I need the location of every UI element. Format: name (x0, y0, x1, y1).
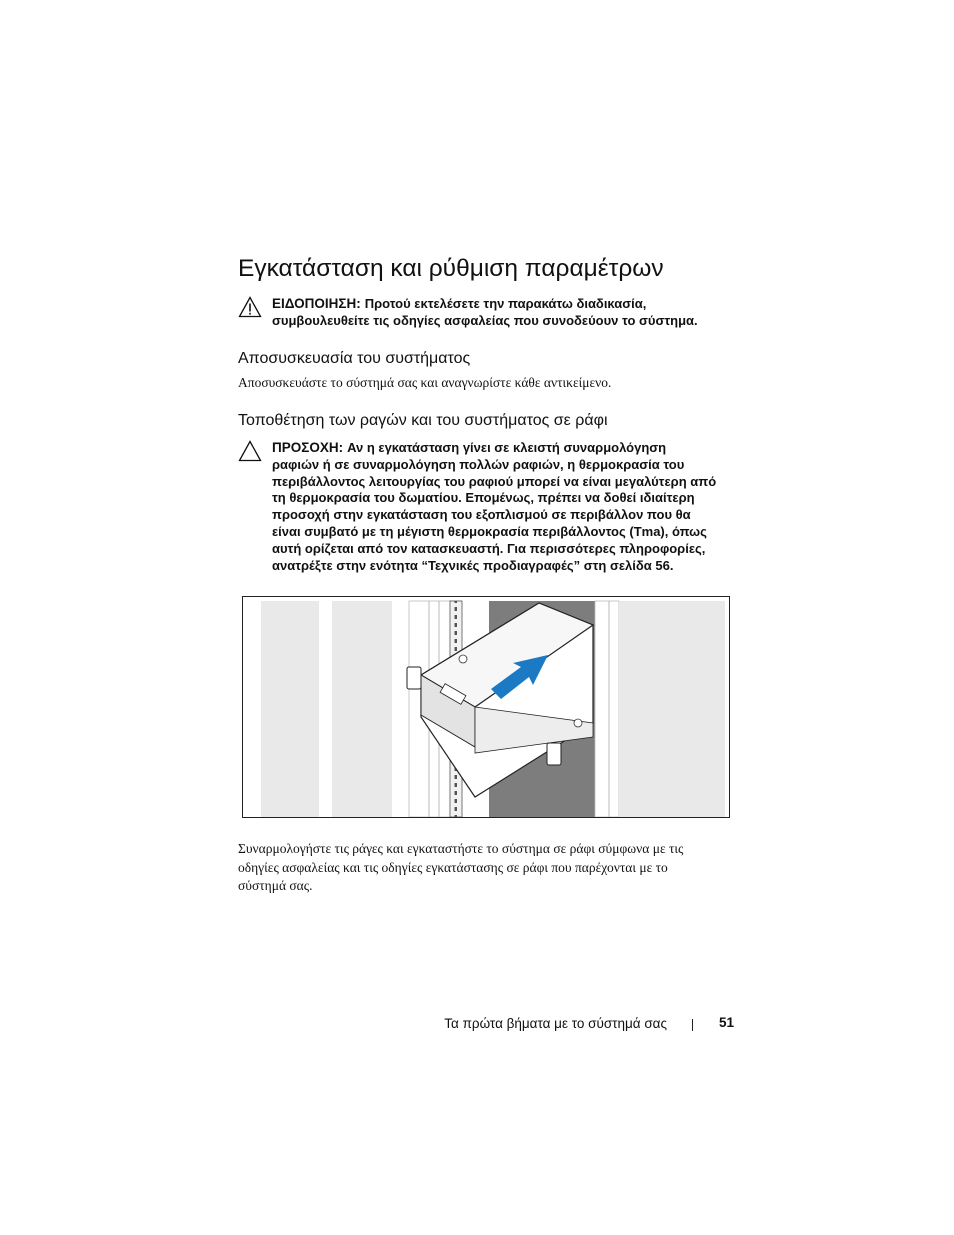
body-line: Συναρμολογήστε τις ράγες και εγκαταστήστε το σύστημα σε ράφι σύμφωνα με τις (238, 841, 684, 856)
caution-line: προσοχή στην εγκατάσταση του εξοπλισμού σε περιβάλλον που θα (272, 507, 691, 523)
rack-post-right-far (709, 601, 725, 817)
caution-line: Αν η εγκατάσταση γίνει σε κλειστή συναρμολόγηση (347, 440, 667, 455)
section-heading-unpack: Αποσυσκευασία του συστήματος (238, 350, 471, 367)
caution-label: ΠΡΟΣΟΧΗ: (272, 440, 344, 455)
caution-block (238, 440, 738, 580)
body-line: σύστημά σας. (238, 878, 313, 893)
caution-line: αυτή ορίζεται από τον κατασκευαστή. Για περισσότερες πληροφορίες, (272, 540, 706, 556)
footer-title: Τα πρώτα βήματα με το σύστημά σας (444, 1016, 667, 1031)
section-body-unpack: Αποσυσκευάστε το σύστημά σας και αναγνωρίστε κάθε αντικείμενο. (238, 375, 612, 390)
caution-line: τη θερμοκρασία του δωματίου. Επομένως, πρέπει να δοθεί ιδιαίτερη (272, 490, 695, 506)
warning-triangle-icon (238, 296, 262, 318)
page-title: Εγκατάσταση και ρύθμιση παραμέτρων (238, 255, 664, 282)
rack-frame-right (595, 601, 619, 817)
notice-line: συμβουλευθείτε τις οδηγίες ασφαλείας που συνοδεύουν το σύστημα. (272, 312, 698, 328)
rack-post-left (332, 601, 392, 817)
server-latch-icon (459, 655, 467, 663)
caution-line: περιβάλλοντος λειτουργίας του ραφιού μπορεί να είναι μεγαλύτερη από (272, 473, 717, 489)
caution-line: είναι συμβατό με τη μέγιστη θερμοκρασία περιβάλλοντος (Tma), όπως (272, 523, 707, 539)
rack-post-left-far (261, 601, 319, 817)
notice-label: ΕΙΔΟΠΟΙΗΣΗ: (272, 296, 361, 311)
rack-illustration-svg (243, 597, 729, 817)
server-latch-icon (574, 719, 582, 727)
section-heading-rack: Τοποθέτηση των ραγών και του συστήματος σε ράφι (238, 412, 608, 429)
caution-triangle-icon (238, 440, 262, 462)
caution-text (272, 440, 738, 574)
section-body-rack (238, 840, 738, 896)
notice-line: Προτού εκτελέσετε την παρακάτω διαδικασία, (364, 296, 647, 311)
rack-ear-right (547, 743, 561, 765)
footer-divider (692, 1019, 693, 1031)
page-number: 51 (719, 1015, 735, 1030)
notice-block (238, 296, 738, 332)
rack-install-illustration (242, 596, 730, 818)
body-line: οδηγίες ασφαλείας και τις οδηγίες εγκατάστασης σε ράφι που παρέχονται με το (238, 859, 668, 875)
rack-ear-left (407, 667, 421, 689)
rack-post-right (619, 601, 709, 817)
notice-text (272, 296, 738, 330)
caution-line: ραφιών ή σε συναρμολόγηση πολλών ραφιών, η θερμοκρασία του (272, 456, 685, 472)
caution-line: ανατρέξτε στην ενότητα “Τεχνικές προδιαγραφές” στη σελίδα 56. (272, 557, 674, 573)
